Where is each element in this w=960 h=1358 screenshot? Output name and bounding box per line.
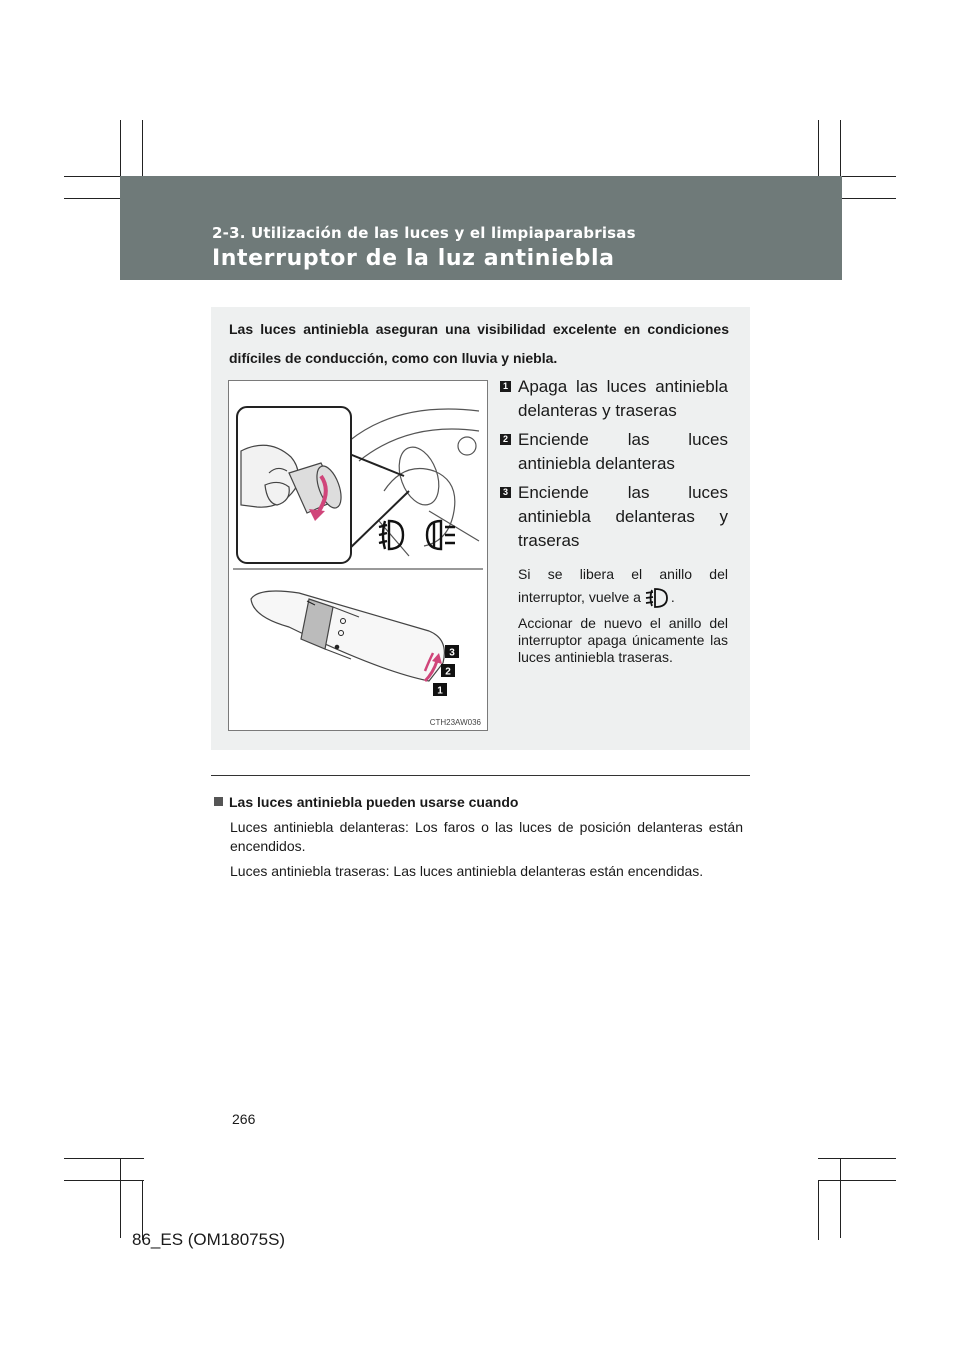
figure-code: CTH23AW036	[429, 718, 481, 727]
rear-note: Accionar de nuevo el anillo del interruptor apaga únicamente las luces antiniebla traseras.	[518, 615, 728, 666]
svg-text:3: 3	[449, 647, 455, 659]
info-panel	[211, 307, 750, 750]
bullet-square-icon	[214, 797, 223, 806]
note-text-end: .	[670, 589, 675, 605]
item-number: 1	[500, 381, 511, 392]
conditions-heading	[214, 794, 518, 810]
heading-text: Las luces antiniebla pueden usarse cuando	[229, 794, 519, 810]
rear-fog-condition: Luces antiniebla traseras: Las luces antiniebla delanteras están encendidas.	[230, 863, 704, 879]
intro-paragraph: Las luces antiniebla aseguran una visibilidad excelente en condiciones difíciles de conducción, como con lluvia y niebla.	[229, 321, 729, 366]
section-header	[120, 176, 842, 280]
item-number: 3	[500, 487, 511, 498]
section-label: 2-3. Utilización de las luces y el limpiaparabrisas	[212, 224, 636, 242]
illustration-drawing	[229, 381, 487, 730]
divider	[211, 775, 750, 776]
intro-text	[229, 315, 729, 373]
note-text: Si se libera el anillo del interruptor, vuelve a	[518, 566, 728, 605]
item-list	[500, 375, 728, 666]
crop-mark	[120, 1158, 121, 1238]
fog-switch-illustration	[228, 380, 488, 731]
crop-mark	[818, 1158, 896, 1159]
crop-mark	[818, 1180, 819, 1240]
crop-mark	[64, 1180, 144, 1181]
item-text: Enciende las luces antiniebla delanteras y traseras	[518, 483, 728, 550]
page-title: Interruptor de la luz antiniebla	[212, 246, 615, 271]
svg-text:1: 1	[437, 685, 443, 697]
rear-fog-light-icon	[427, 521, 455, 549]
list-item	[500, 375, 728, 423]
crop-mark	[818, 1180, 896, 1181]
list-item	[500, 428, 728, 476]
item-number: 2	[500, 434, 511, 445]
list-item	[500, 481, 728, 553]
page-number: 266	[232, 1111, 256, 1127]
crop-mark	[64, 1158, 144, 1159]
document-code: 86_ES (OM18075S)	[132, 1230, 286, 1249]
item-text: Apaga las luces antiniebla delanteras y traseras	[518, 377, 728, 420]
crop-mark	[840, 1158, 841, 1238]
item-text: Enciende las luces antiniebla delanteras	[518, 430, 728, 473]
release-note	[500, 563, 728, 609]
front-fog-condition: Luces antiniebla delanteras: Los faros o las luces de posición delanteras están encendidos.	[230, 819, 743, 854]
front-fog-light-icon	[645, 587, 671, 609]
svg-text:2: 2	[445, 666, 451, 678]
